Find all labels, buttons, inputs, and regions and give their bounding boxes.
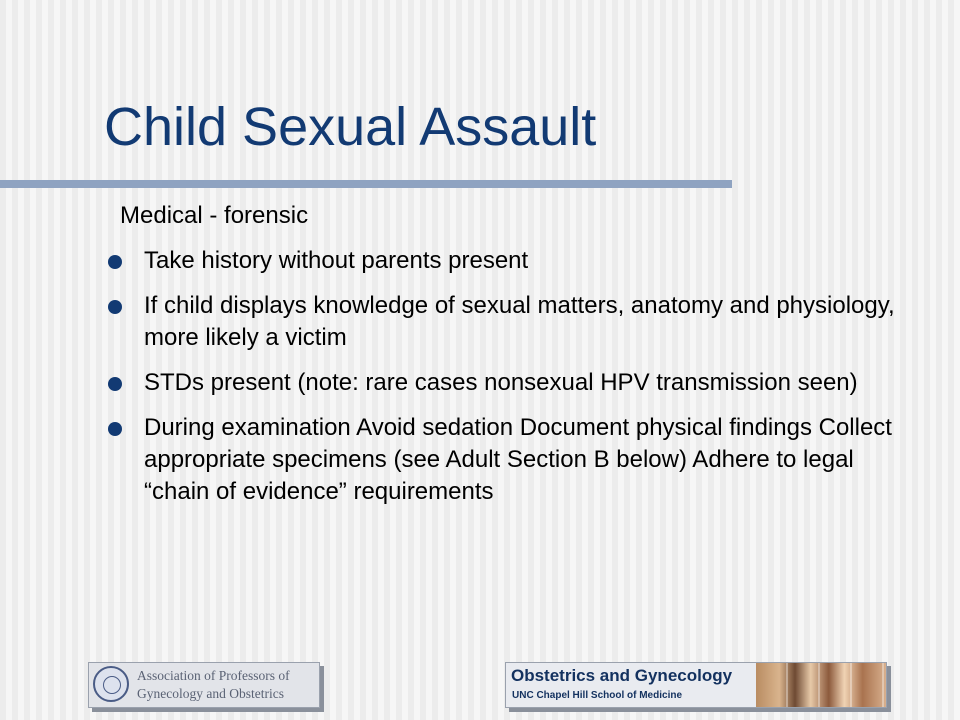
unc-logo-subtitle: UNC Chapel Hill School of Medicine xyxy=(512,690,683,701)
unc-logo-title: Obstetrics and Gynecology xyxy=(511,666,733,685)
unc-obgyn-logo xyxy=(505,662,887,708)
apgo-logo-text xyxy=(137,667,315,703)
bullet-text: STDs present (note: rare cases nonsexual HPV transmission seen) xyxy=(144,369,858,396)
title-underline-rule xyxy=(0,180,732,188)
apgo-line-1: Association of Professors of xyxy=(137,668,290,683)
bullet-item xyxy=(120,245,920,277)
seal-icon xyxy=(93,666,129,702)
bullet-text: Take history without parents present xyxy=(144,247,529,274)
lead-text: Medical - forensic xyxy=(120,202,309,229)
apgo-line-2: Gynecology and Obstetrics xyxy=(137,686,284,701)
bullet-list xyxy=(120,245,920,508)
bullet-item xyxy=(120,290,920,354)
bullet-dot-icon xyxy=(108,300,122,314)
bullet-text: If child displays knowledge of sexual matters, anatomy and physiology, more likely a victim xyxy=(144,292,895,351)
slide-content xyxy=(120,200,920,521)
bullet-item xyxy=(120,367,920,399)
bullet-dot-icon xyxy=(108,377,122,391)
people-photo-strip xyxy=(756,663,886,707)
bullet-text: During examination Avoid sedation Document physical findings Collect appropriate specimens (see Adult Section B below) Adhere to legal “chain of evidence” requirements xyxy=(144,414,892,505)
bullet-dot-icon xyxy=(108,422,122,436)
bullet-item xyxy=(120,412,920,508)
apgo-logo xyxy=(88,662,320,708)
slide-title: Child Sexual Assault xyxy=(104,97,597,157)
bullet-dot-icon xyxy=(108,255,122,269)
